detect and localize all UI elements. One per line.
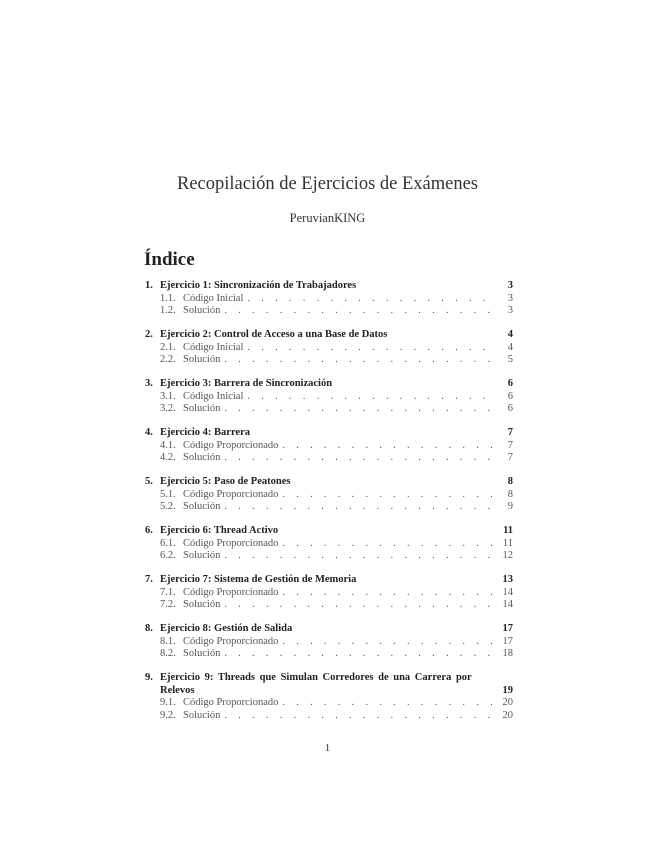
section-page: 6 <box>507 378 513 389</box>
toc-section <box>145 672 513 722</box>
subsection-number: 2.1. <box>160 341 176 353</box>
section-page: 8 <box>507 476 513 487</box>
subsection-number: 6.2. <box>160 550 176 561</box>
leader-dots <box>224 501 495 514</box>
subsection-title: Solución <box>183 550 221 561</box>
toc-section <box>145 378 513 416</box>
leader-dots <box>224 354 495 367</box>
toc-section <box>145 623 513 661</box>
section-number: 7. <box>145 574 153 585</box>
subsection-page: 17 <box>502 635 513 647</box>
leader-dots <box>247 391 495 404</box>
toc-subsection-link[interactable] <box>145 599 513 612</box>
section-title: Ejercicio 6: Thread Activo <box>160 525 279 536</box>
subsection-page: 5 <box>507 354 513 365</box>
page-number: 1 <box>324 742 331 754</box>
section-number: 6. <box>145 525 153 536</box>
subsection-number: 2.2. <box>160 354 176 365</box>
subsection-number: 7.1. <box>160 586 176 598</box>
toc-section <box>145 525 513 563</box>
toc-subsection-link[interactable] <box>145 501 513 514</box>
section-title: Ejercicio 7: Sistema de Gestión de Memoria <box>160 574 357 585</box>
subsection-page: 9 <box>507 501 513 512</box>
subsection-number: 6.1. <box>160 537 176 549</box>
section-number: 8. <box>145 623 153 634</box>
section-number: 2. <box>145 329 153 340</box>
subsection-number: 9.1. <box>160 697 176 708</box>
toc-subsection-link[interactable] <box>145 710 513 723</box>
subsection-title: Solución <box>183 403 221 414</box>
subsection-page: 18 <box>502 648 513 659</box>
subsection-title: Solución <box>183 354 221 365</box>
toc-subsection-link[interactable] <box>145 354 513 367</box>
leader-dots <box>282 587 495 600</box>
subsection-title: Solución <box>183 599 221 610</box>
toc-section <box>145 280 513 318</box>
subsection-number: 3.1. <box>160 390 176 402</box>
toc-section <box>145 476 513 514</box>
section-title: Ejercicio 9: Threads que Simulan Corredores de una Carrera por Relevos <box>160 672 472 696</box>
leader-dots <box>247 342 495 355</box>
subsection-number: 5.1. <box>160 488 176 500</box>
subsection-title: Solución <box>183 305 221 316</box>
toc-subsection-link[interactable] <box>145 538 513 551</box>
section-title: Ejercicio 3: Barrera de Sincronización <box>160 378 333 389</box>
section-page: 17 <box>502 623 513 634</box>
subsection-page: 4 <box>507 341 513 353</box>
toc-section-link[interactable] <box>145 280 513 293</box>
toc-subsection-link[interactable] <box>145 305 513 318</box>
leader-dots <box>224 305 495 318</box>
subsection-number: 1.2. <box>160 305 176 316</box>
section-title: Ejercicio 4: Barrera <box>160 427 250 438</box>
toc-section-link[interactable] <box>145 623 513 636</box>
toc-section-link[interactable] <box>145 672 513 697</box>
subsection-number: 4.1. <box>160 439 176 451</box>
subsection-page: 8 <box>507 488 513 500</box>
document-title: Recopilación de Ejercicios de Exámenes <box>176 174 478 194</box>
leader-dots <box>224 599 495 612</box>
subsection-page: 14 <box>502 599 513 610</box>
subsection-number: 8.2. <box>160 648 176 659</box>
leader-dots <box>282 489 495 502</box>
subsection-page: 14 <box>502 586 513 598</box>
subsection-number: 9.2. <box>160 709 176 721</box>
toc-subsection-link[interactable] <box>145 440 513 453</box>
toc-section-link[interactable] <box>145 574 513 587</box>
subsection-title: Solución <box>183 501 221 512</box>
toc-subsection-link[interactable] <box>145 391 513 404</box>
subsection-page: 7 <box>507 439 513 451</box>
subsection-title: Solución <box>183 648 221 659</box>
section-page: 11 <box>503 525 513 536</box>
subsection-page: 3 <box>507 305 513 316</box>
toc-section <box>145 329 513 367</box>
subsection-title: Código Proporcionado <box>183 635 279 647</box>
subsection-page: 12 <box>502 550 513 561</box>
subsection-number: 3.2. <box>160 403 176 414</box>
leader-dots <box>282 636 495 649</box>
section-number: 3. <box>145 378 153 389</box>
subsection-number: 4.2. <box>160 452 176 463</box>
subsection-title: Solución <box>183 709 221 721</box>
toc-section-link[interactable] <box>145 378 513 391</box>
subsection-title: Código Proporcionado <box>183 697 279 708</box>
subsection-title: Código Proporcionado <box>183 537 279 549</box>
table-of-contents <box>145 280 513 734</box>
subsection-page: 3 <box>507 292 513 304</box>
subsection-title: Código Inicial <box>183 390 244 402</box>
toc-section <box>145 574 513 612</box>
section-number: 9. <box>145 672 153 683</box>
section-page: 4 <box>507 329 513 340</box>
subsection-title: Código Inicial <box>183 341 244 353</box>
subsection-number: 5.2. <box>160 501 176 512</box>
toc-section-link[interactable] <box>145 476 513 489</box>
leader-dots <box>224 403 495 416</box>
toc-subsection-link[interactable] <box>145 648 513 661</box>
section-page: 7 <box>507 427 513 438</box>
section-number: 4. <box>145 427 153 438</box>
toc-subsection-link[interactable] <box>145 587 513 600</box>
section-title: Ejercicio 1: Sincronización de Trabajadores <box>160 280 357 291</box>
toc-subsection-link[interactable] <box>145 550 513 563</box>
subsection-number: 1.1. <box>160 292 176 304</box>
subsection-page: 20 <box>502 709 513 721</box>
section-title: Ejercicio 5: Paso de Peatones <box>160 476 291 487</box>
section-page: 19 <box>502 684 513 696</box>
leader-dots <box>282 440 495 453</box>
subsection-page: 20 <box>502 697 513 708</box>
subsection-number: 8.1. <box>160 635 176 647</box>
toc-subsection-link[interactable] <box>145 403 513 416</box>
subsection-title: Solución <box>183 452 221 463</box>
leader-dots <box>224 648 495 661</box>
subsection-page: 6 <box>507 390 513 402</box>
section-page: 13 <box>502 574 513 585</box>
toc-subsection-link[interactable] <box>145 697 513 710</box>
subsection-number: 7.2. <box>160 599 176 610</box>
section-title: Ejercicio 2: Control de Acceso a una Base de Datos <box>160 329 388 340</box>
leader-dots <box>224 452 495 465</box>
subsection-page: 11 <box>502 537 513 549</box>
section-page: 3 <box>507 280 513 291</box>
subsection-title: Código Inicial <box>183 292 244 304</box>
toc-section-link[interactable] <box>145 329 513 342</box>
subsection-title: Código Proporcionado <box>183 586 279 598</box>
leader-dots <box>224 710 495 723</box>
subsection-page: 7 <box>507 452 513 463</box>
toc-section-link[interactable] <box>145 525 513 538</box>
toc-section-link[interactable] <box>145 427 513 440</box>
toc-subsection-link[interactable] <box>145 342 513 355</box>
leader-dots <box>282 697 495 710</box>
document-author: PeruvianKING <box>289 211 366 225</box>
toc-subsection-link[interactable] <box>145 452 513 465</box>
subsection-title: Código Proporcionado <box>183 439 279 451</box>
toc-subsection-link[interactable] <box>145 293 513 306</box>
subsection-page: 6 <box>507 403 513 414</box>
toc-heading: Índice <box>144 249 195 270</box>
subsection-title: Código Proporcionado <box>183 488 279 500</box>
section-title: Ejercicio 8: Gestión de Salida <box>160 623 293 634</box>
section-number: 5. <box>145 476 153 487</box>
leader-dots <box>247 293 495 306</box>
toc-subsection-link[interactable] <box>145 636 513 649</box>
leader-dots <box>224 550 495 563</box>
section-number: 1. <box>145 280 153 291</box>
toc-subsection-link[interactable] <box>145 489 513 502</box>
toc-section <box>145 427 513 465</box>
leader-dots <box>282 538 495 551</box>
